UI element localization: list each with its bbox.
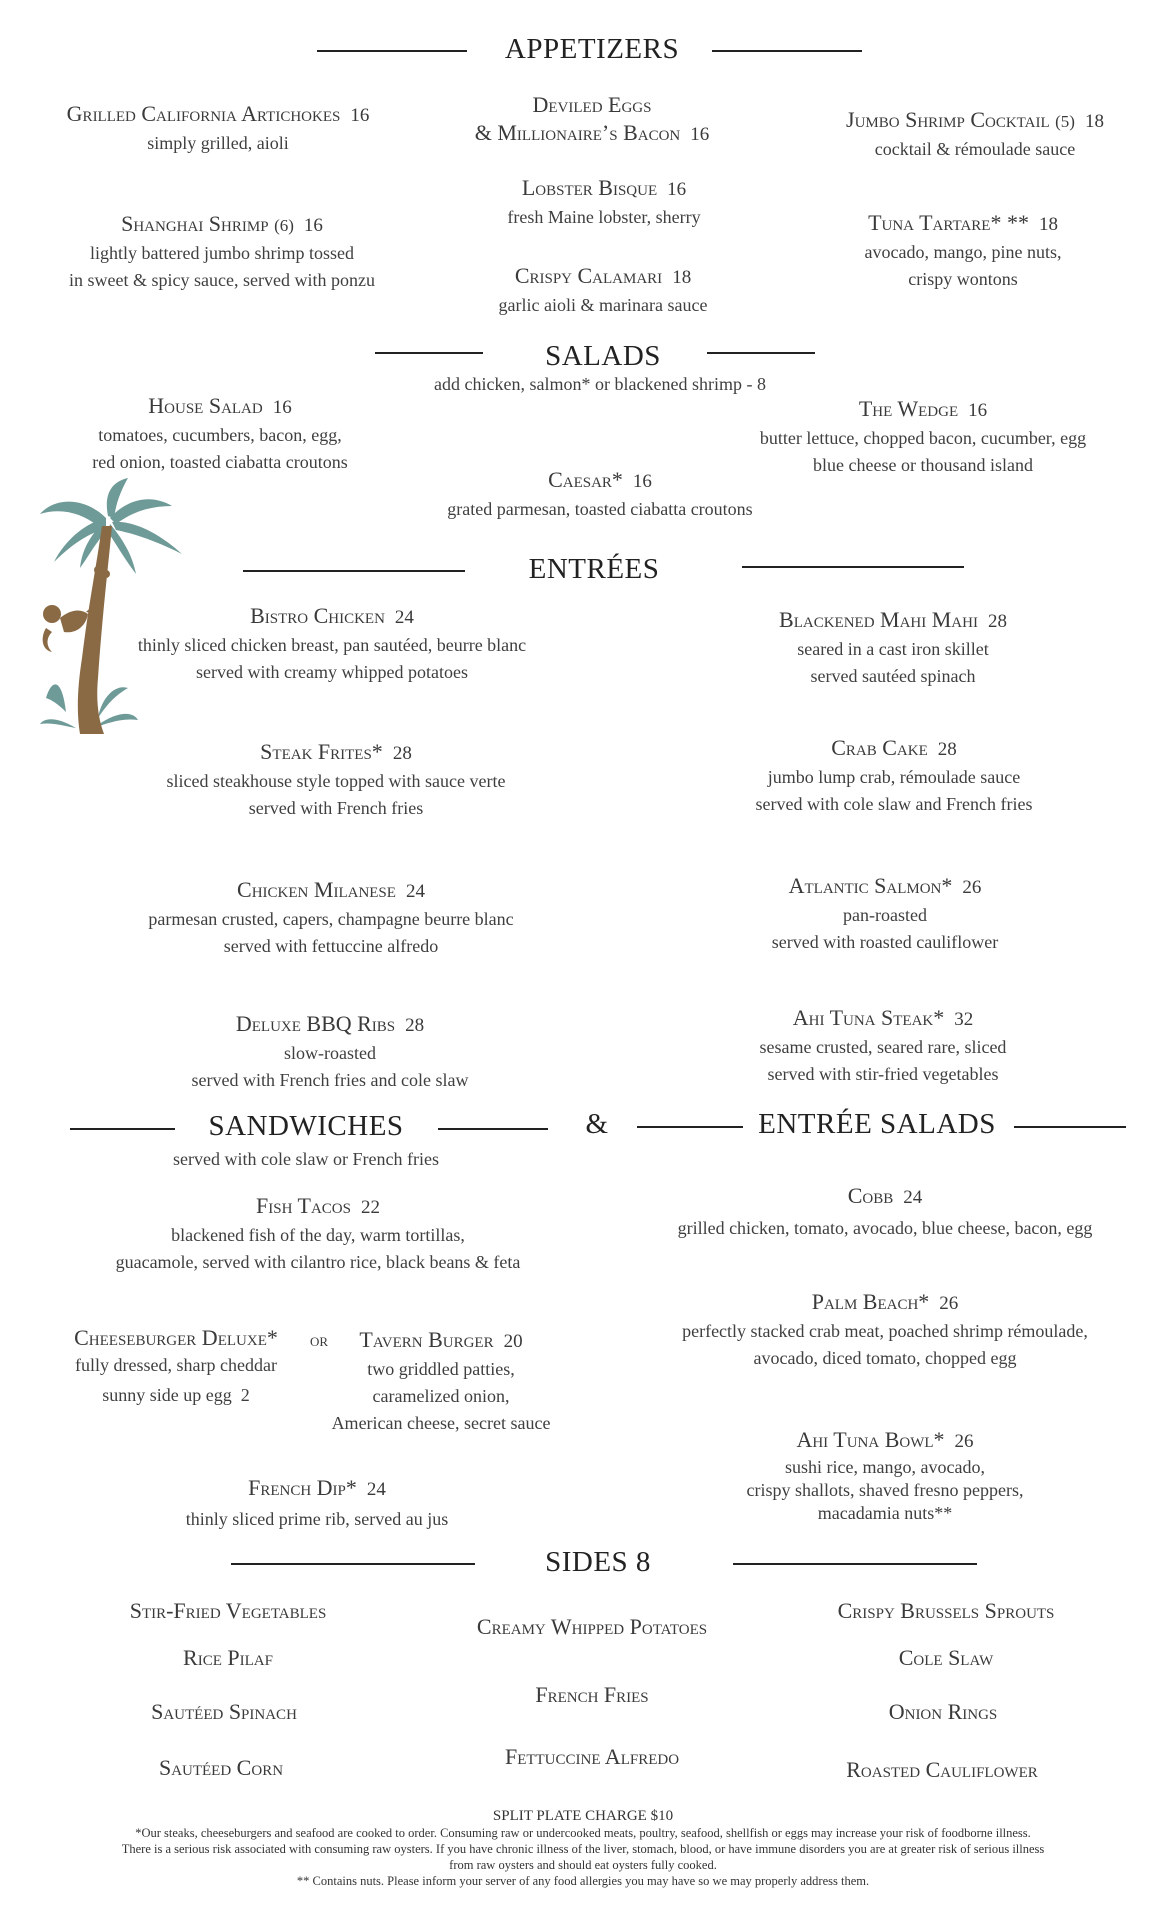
menu-item-cobb: Cobb 24 grilled chicken, tomato, avocado, blue cheese, bacon, egg	[677, 1183, 1093, 1238]
divider	[707, 352, 815, 354]
salads-add-on-note: add chicken, salmon* or blackened shrimp - 8	[434, 374, 766, 394]
menu-item-mahi-mahi: Blackened Mahi Mahi 28 seared in a cast iron skillet served sautéed spinach	[779, 607, 1007, 686]
divider	[1014, 1126, 1126, 1128]
oyster-advisory: There is a serious risk associated with consuming raw oysters. If you have chronic illness of the liver, stomach, blood, or have immune disorders you are at greater risk of serious illness	[121, 1842, 1045, 1856]
menu-item-crab-cake: Crab Cake 28 jumbo lump crab, rémoulade sauce served with cole slaw and French fries	[755, 735, 1033, 814]
menu-item-atlantic-salmon: Atlantic Salmon* 26 pan-roasted served with roasted cauliflower	[771, 873, 999, 952]
menu-item-chicken-milanese: Chicken Milanese 24 parmesan crusted, capers, champagne beurre blanc served with fettuccine alfredo	[148, 877, 514, 956]
oyster-advisory-cont: from raw oysters and should eat oysters fully cooked.	[449, 1858, 717, 1872]
menu-item-wedge: The Wedge 16 butter lettuce, chopped bacon, cucumber, egg blue cheese or thousand island	[759, 396, 1087, 475]
side-item: Stir-Fried Vegetables	[129, 1598, 327, 1623]
consumer-advisory: *Our steaks, cheeseburgers and seafood are cooked to order. Consuming raw or undercooked meats, poultry, seafood, shellfish or eggs may increase your risk of foodborne illness.	[135, 1826, 1031, 1840]
side-item: Sautéed Spinach	[151, 1699, 297, 1724]
divider	[637, 1126, 743, 1128]
menu-item-crispy-calamari: Crispy Calamari 18 garlic aioli & marinara sauce	[498, 263, 708, 315]
menu-item-bbq-ribs: Deluxe BBQ Ribs 28 slow-roasted served with French fries and cole slaw	[191, 1011, 469, 1090]
menu-item-shanghai-shrimp: Shanghai Shrimp (6) 16 lightly battered jumbo shrimp tossed in sweet & spicy sauce, served with ponzu	[69, 211, 375, 290]
ampersand: &	[585, 1108, 609, 1140]
side-item: Rice Pilaf	[183, 1645, 273, 1670]
side-item: Sautéed Corn	[158, 1755, 284, 1780]
sandwiches-note: served with cole slaw or French fries	[173, 1149, 439, 1169]
menu-item-ahi-tuna-bowl: Ahi Tuna Bowl* 26 sushi rice, mango, avocado, crispy shallots, shaved fresno peppers, macadamia nuts**	[746, 1427, 1024, 1523]
section-title-entree-salads: ENTRÉE SALADS	[758, 1108, 996, 1140]
menu-item-palm-beach: Palm Beach* 26 perfectly stacked crab meat, poached shrimp rémoulade, avocado, diced tomato, chopped egg	[682, 1289, 1088, 1368]
split-plate-charge: SPLIT PLATE CHARGE $10	[492, 1808, 674, 1824]
side-item: Onion Rings	[888, 1699, 998, 1724]
side-item: Fettuccine Alfredo	[504, 1744, 680, 1769]
divider	[742, 566, 964, 568]
menu-item-caesar: Caesar* 16 grated parmesan, toasted ciabatta croutons	[447, 467, 753, 519]
side-item: Roasted Cauliflower	[846, 1757, 1038, 1782]
menu-item-steak-frites: Steak Frites* 28 sliced steakhouse style topped with sauce verte served with French fries	[166, 739, 506, 818]
footer-notes	[100, 1808, 1066, 1889]
menu-item-french-dip: French Dip* 24 thinly sliced prime rib, served au jus	[185, 1475, 449, 1529]
divider	[231, 1563, 475, 1565]
menu-item-bistro-chicken: Bistro Chicken 24 thinly sliced chicken breast, pan sautéed, beurre blanc served with creamy whipped potatoes	[137, 603, 527, 682]
side-item: Cole Slaw	[898, 1645, 994, 1670]
divider	[375, 352, 483, 354]
divider	[438, 1128, 548, 1130]
divider	[317, 50, 467, 52]
section-title-appetizers: APPETIZERS	[504, 33, 680, 65]
divider	[712, 50, 862, 52]
side-item: Creamy Whipped Potatoes	[476, 1614, 708, 1639]
menu-item-tavern-burger: Tavern Burger 20 two griddled patties, caramelized onion, American cheese, secret sauce	[331, 1327, 551, 1433]
menu-item-house-salad: House Salad 16 tomatoes, cucumbers, bacon, egg, red onion, toasted ciabatta croutons	[92, 393, 348, 472]
section-title-sandwiches: SANDWICHES	[208, 1110, 404, 1142]
side-item: Crispy Brussels Sprouts	[837, 1598, 1055, 1623]
section-title-salads: SALADS	[545, 340, 661, 372]
section-title-entrees: ENTRÉES	[528, 553, 660, 585]
divider	[70, 1128, 175, 1130]
side-item: French Fries	[535, 1682, 649, 1707]
menu-item-fish-tacos: Fish Tacos 22 blackened fish of the day, warm tortillas, guacamole, served with cilantro rice, black beans & feta	[115, 1193, 521, 1272]
or-connector: or	[309, 1330, 329, 1351]
menu-item-ahi-tuna-steak: Ahi Tuna Steak* 32 sesame crusted, seared rare, sliced served with stir-fried vegetables	[759, 1005, 1007, 1084]
nut-allergy-note: ** Contains nuts. Please inform your server of any food allergies you may have so we may properly address them.	[296, 1874, 870, 1888]
menu-item-artichokes: Grilled California Artichokes 16 simply grilled, aioli	[66, 101, 370, 153]
divider	[243, 570, 465, 572]
menu-item-cheeseburger-deluxe: Cheeseburger Deluxe* fully dressed, sharp cheddar sunny side up egg 2	[74, 1325, 278, 1405]
menu-item-tuna-tartare: Tuna Tartare* ** 18 avocado, mango, pine nuts, crispy wontons	[864, 210, 1062, 289]
divider	[733, 1563, 977, 1565]
menu-item-lobster-bisque: Lobster Bisque 16 fresh Maine lobster, sherry	[507, 175, 701, 227]
menu-item-shrimp-cocktail: Jumbo Shrimp Cocktail (5) 18 cocktail & rémoulade sauce	[846, 107, 1104, 159]
menu-item-deviled-eggs: Deviled Eggs & Millionaire’s Bacon 16	[474, 92, 710, 145]
section-title-sides: SIDES 8	[545, 1546, 651, 1578]
